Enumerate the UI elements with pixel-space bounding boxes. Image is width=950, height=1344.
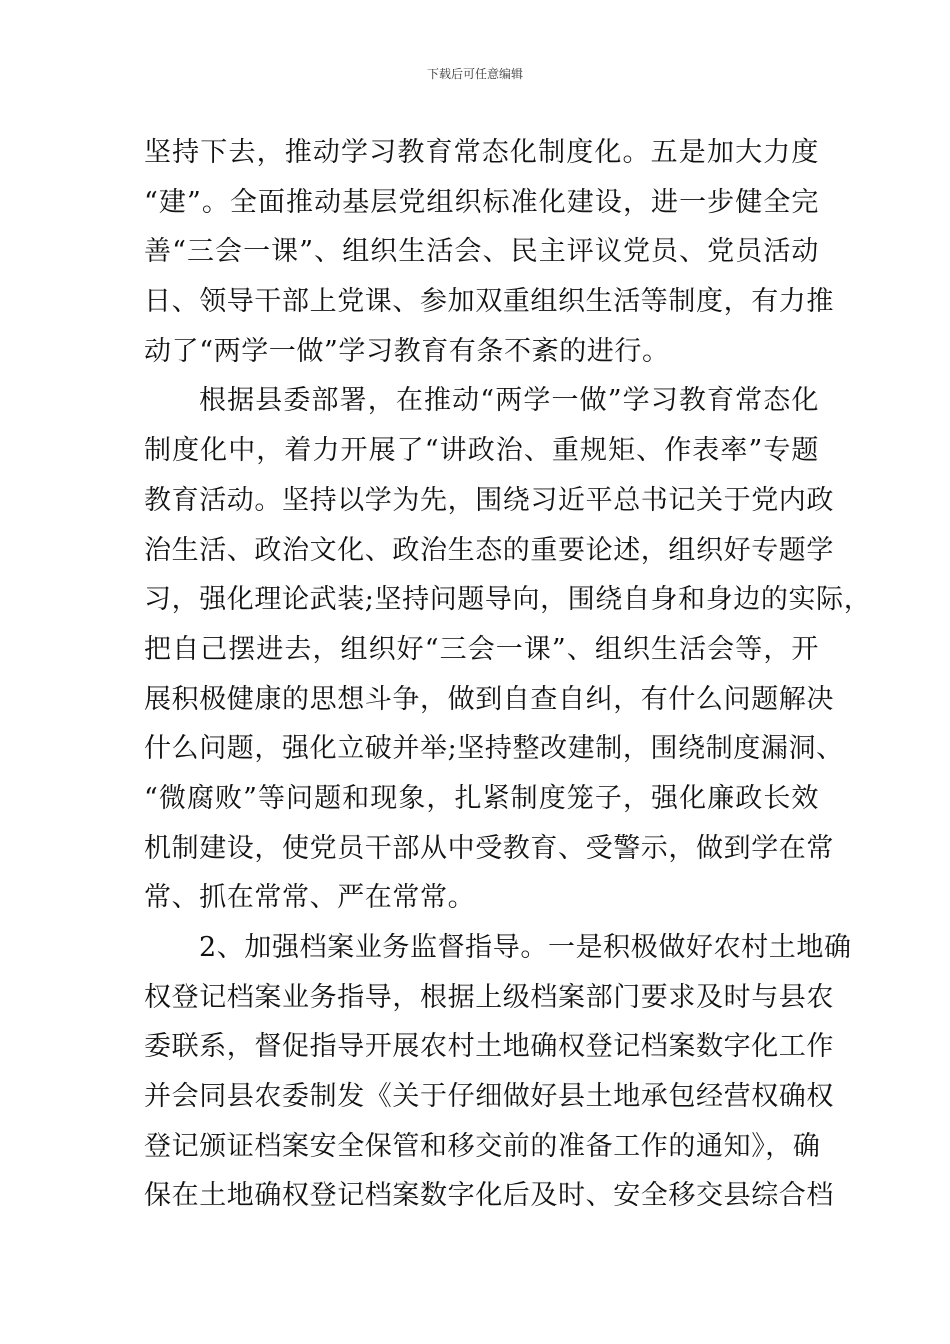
text-line: 动了“两学一做”学习教育有条不紊的进行。 [144,335,670,367]
text-line: 什么问题，强化立破并举;坚持整改建制，围绕制度漏洞、 [144,733,844,765]
text-line: 治生活、政治文化、政治生态的重要论述，组织好专题学 [144,534,834,566]
text-line: 善“三会一课”、组织生活会、民主评议党员、党员活动 [144,236,819,268]
text-line: 机制建设，使党员干部从中受教育、受警示，做到学在常 [144,832,834,864]
text-line: 展积极健康的思想斗争，做到自查自纠，有什么问题解决 [144,683,834,715]
text-line: 登记颁证档案安全保管和移交前的准备工作的通知》，确 [144,1130,821,1162]
text-line: 权登记档案业务指导，根据上级档案部门要求及时与县农 [144,981,834,1013]
text-line: 把自己摆进去，组织好“三会一课”、组织生活会等，开 [144,633,819,665]
text-line: 制度化中，着力开展了“讲政治、重规矩、作表率”专题 [144,435,819,467]
paragraph-start-line: 根据县委部署，在推动“两学一做”学习教育常态化 [199,385,819,417]
text-line: 常、抓在常常、严在常常。 [144,882,476,914]
text-line: 日、领导干部上党课、参加双重组织生活等制度，有力推 [144,286,834,318]
text-line: 委联系，督促指导开展农村土地确权登记档案数字化工作 [144,1031,834,1063]
text-line: 坚持下去，推动学习教育常态化制度化。五是加大力度 [144,137,819,168]
paragraph-start-line: 2、加强档案业务监督指导。一是积极做好农村土地确 [199,932,852,963]
text-line: 保在土地确权登记档案数字化后及时、安全移交县综合档 [144,1180,834,1212]
text-line: 并会同县农委制发《关于仔细做好县土地承包经营权确权 [144,1081,834,1113]
document-body [144,128,872,1221]
page-header-note: 下载后可任意编辑 [426,67,523,81]
text-line: “建”。全面推动基层党组织标准化建设，进一步健全完 [144,186,819,218]
text-line: 习，强化理论武装;坚持问题导向，围绕自身和身边的实际， [144,584,872,616]
text-line: 教育活动。坚持以学为先，围绕习近平总书记关于党内政 [144,484,834,516]
text-line: “微腐败”等问题和现象，扎紧制度笼子，强化廉政长效 [144,782,819,814]
